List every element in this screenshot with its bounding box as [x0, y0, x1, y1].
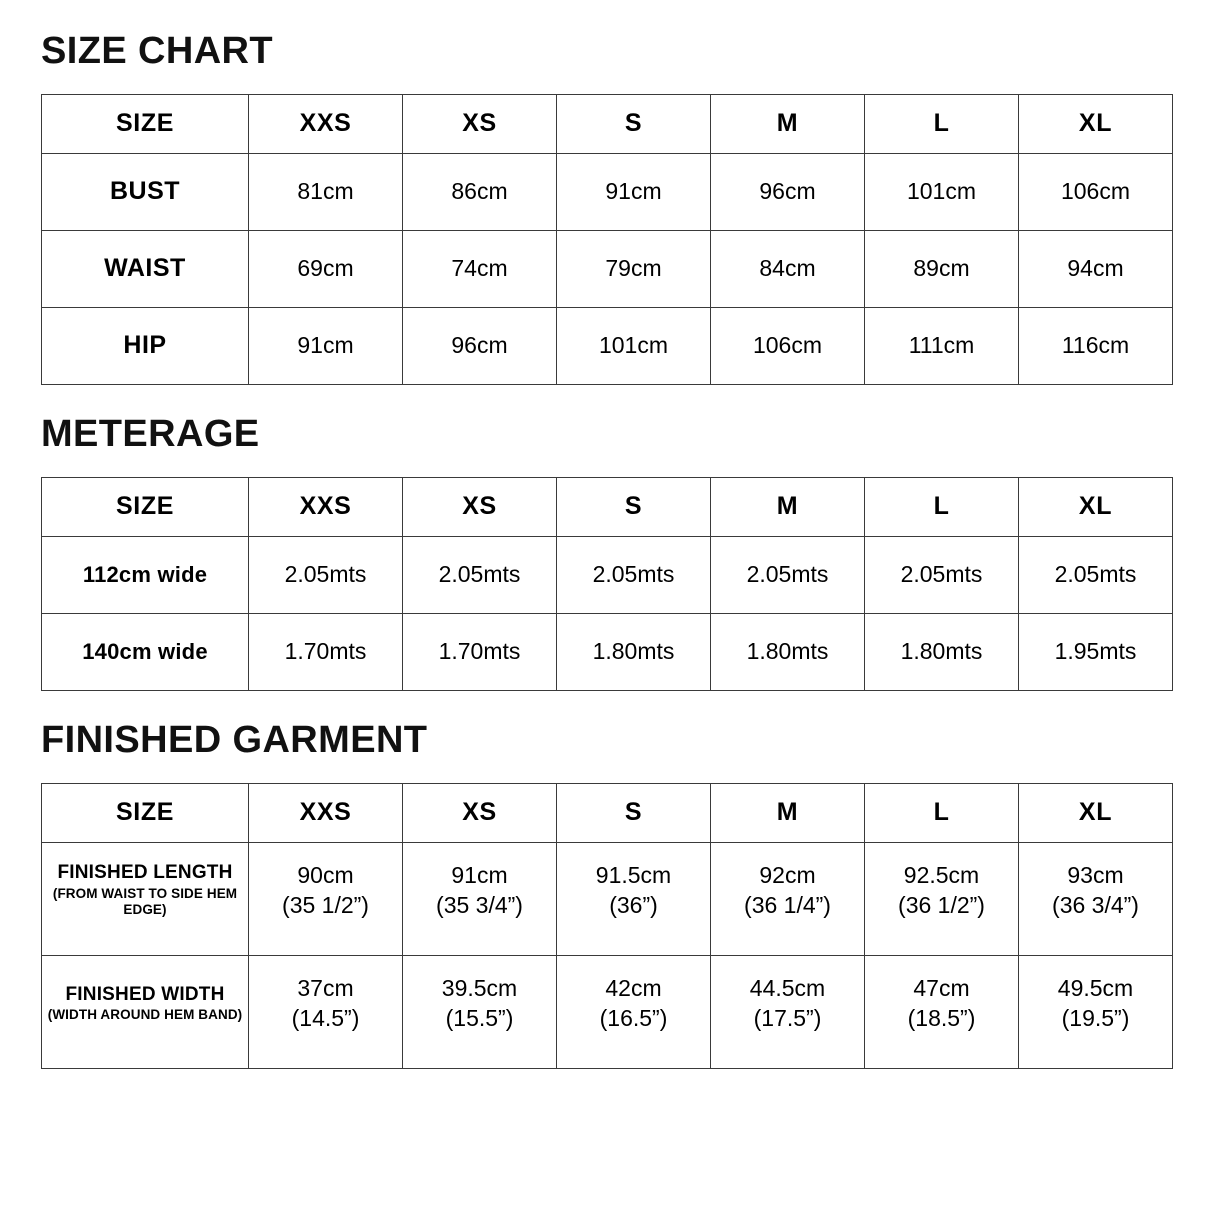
cell-112-xxs: 2.05mts	[249, 536, 403, 613]
value-inches: (36 3/4”)	[1052, 891, 1139, 918]
column-header-l: L	[865, 94, 1019, 153]
value-cm: 49.5cm	[1057, 975, 1134, 1002]
cell-length-s	[557, 842, 711, 955]
row-label-main: FINISHED LENGTH	[57, 862, 233, 884]
row-label-waist: WAIST	[42, 230, 249, 307]
column-header-m: M	[711, 477, 865, 536]
cell-hip-m: 106cm	[711, 307, 865, 384]
cell-140-xl: 1.95mts	[1019, 613, 1173, 690]
value-cm: 39.5cm	[441, 975, 518, 1002]
page-title-meterage: METERAGE	[41, 412, 260, 455]
cell-width-xxs	[249, 955, 403, 1068]
table-row	[42, 307, 1173, 384]
cell-length-xs	[403, 842, 557, 955]
cell-hip-xxs: 91cm	[249, 307, 403, 384]
cell-length-xl	[1019, 842, 1173, 955]
value-inches: (16.5”)	[599, 1004, 668, 1031]
column-header-xl: XL	[1019, 94, 1173, 153]
column-header-xs: XS	[403, 477, 557, 536]
column-header-s: S	[557, 783, 711, 842]
cell-waist-s: 79cm	[557, 230, 711, 307]
column-header-xxs: XXS	[249, 477, 403, 536]
cell-width-l	[865, 955, 1019, 1068]
column-header-size: SIZE	[42, 477, 249, 536]
column-header-s: S	[557, 94, 711, 153]
row-label-112cm-wide: 112cm wide	[42, 536, 249, 613]
cell-hip-s: 101cm	[557, 307, 711, 384]
column-header-xs: XS	[403, 94, 557, 153]
column-header-size: SIZE	[42, 94, 249, 153]
table-row	[42, 613, 1173, 690]
row-label-finished-width	[42, 955, 249, 1068]
value-inches: (35 3/4”)	[436, 891, 523, 918]
row-label-bust: BUST	[42, 153, 249, 230]
table-header-row	[42, 477, 1173, 536]
value-cm: 37cm	[297, 975, 354, 1002]
value-cm: 92.5cm	[903, 862, 980, 889]
cell-length-m	[711, 842, 865, 955]
row-label-main: FINISHED WIDTH	[65, 983, 225, 1005]
cell-bust-l: 101cm	[865, 153, 1019, 230]
column-header-m: M	[711, 783, 865, 842]
cell-length-l	[865, 842, 1019, 955]
column-header-m: M	[711, 94, 865, 153]
value-inches: (36 1/2”)	[898, 891, 985, 918]
size-chart-table	[41, 94, 1173, 385]
column-header-size: SIZE	[42, 783, 249, 842]
cell-hip-xl: 116cm	[1019, 307, 1173, 384]
table-header-row	[42, 783, 1173, 842]
column-header-xxs: XXS	[249, 94, 403, 153]
value-inches: (19.5”)	[1061, 1004, 1130, 1031]
cell-hip-l: 111cm	[865, 307, 1019, 384]
value-cm: 91.5cm	[595, 862, 672, 889]
value-inches: (17.5”)	[753, 1004, 822, 1031]
value-inches: (36 1/4”)	[744, 891, 831, 918]
cell-waist-xl: 94cm	[1019, 230, 1173, 307]
table-header-row	[42, 94, 1173, 153]
column-header-l: L	[865, 783, 1019, 842]
row-label-subtext: (WIDTH AROUND HEM BAND)	[47, 1006, 243, 1022]
value-cm: 90cm	[297, 862, 354, 889]
meterage-table	[41, 477, 1173, 691]
value-inches: (15.5”)	[445, 1004, 514, 1031]
cell-waist-l: 89cm	[865, 230, 1019, 307]
cell-bust-xl: 106cm	[1019, 153, 1173, 230]
value-cm: 92cm	[759, 862, 816, 889]
cell-bust-xxs: 81cm	[249, 153, 403, 230]
table-row	[42, 230, 1173, 307]
table-row	[42, 955, 1173, 1068]
page-title-size-chart: SIZE CHART	[41, 30, 273, 72]
cell-140-xxs: 1.70mts	[249, 613, 403, 690]
cell-width-xs	[403, 955, 557, 1068]
column-header-xl: XL	[1019, 783, 1173, 842]
table-row	[42, 536, 1173, 613]
cell-bust-s: 91cm	[557, 153, 711, 230]
cell-140-l: 1.80mts	[865, 613, 1019, 690]
value-cm: 47cm	[913, 975, 970, 1002]
value-inches: (36”)	[609, 891, 658, 918]
column-header-l: L	[865, 477, 1019, 536]
cell-waist-xs: 74cm	[403, 230, 557, 307]
finished-garment-table	[41, 783, 1173, 1069]
row-label-subtext: (FROM WAIST TO SIDE HEM EDGE)	[52, 885, 238, 918]
value-cm: 91cm	[451, 862, 508, 889]
cell-140-xs: 1.70mts	[403, 613, 557, 690]
cell-width-s	[557, 955, 711, 1068]
column-header-xs: XS	[403, 783, 557, 842]
row-label-finished-length	[42, 842, 249, 955]
cell-waist-xxs: 69cm	[249, 230, 403, 307]
value-cm: 93cm	[1067, 862, 1124, 889]
cell-length-xxs	[249, 842, 403, 955]
row-label-140cm-wide: 140cm wide	[42, 613, 249, 690]
value-cm: 42cm	[605, 975, 662, 1002]
cell-112-xl: 2.05mts	[1019, 536, 1173, 613]
row-label-hip: HIP	[42, 307, 249, 384]
value-inches: (18.5”)	[907, 1004, 976, 1031]
cell-112-s: 2.05mts	[557, 536, 711, 613]
cell-width-m	[711, 955, 865, 1068]
value-inches: (14.5”)	[291, 1004, 360, 1031]
column-header-xxs: XXS	[249, 783, 403, 842]
cell-bust-m: 96cm	[711, 153, 865, 230]
cell-112-m: 2.05mts	[711, 536, 865, 613]
column-header-xl: XL	[1019, 477, 1173, 536]
cell-112-l: 2.05mts	[865, 536, 1019, 613]
table-row	[42, 842, 1173, 955]
table-row	[42, 153, 1173, 230]
cell-bust-xs: 86cm	[403, 153, 557, 230]
cell-width-xl	[1019, 955, 1173, 1068]
cell-140-m: 1.80mts	[711, 613, 865, 690]
cell-waist-m: 84cm	[711, 230, 865, 307]
cell-112-xs: 2.05mts	[403, 536, 557, 613]
cell-hip-xs: 96cm	[403, 307, 557, 384]
value-cm: 44.5cm	[749, 975, 826, 1002]
page-title-finished-garment: FINISHED GARMENT	[41, 718, 428, 761]
cell-140-s: 1.80mts	[557, 613, 711, 690]
column-header-s: S	[557, 477, 711, 536]
value-inches: (35 1/2”)	[282, 891, 369, 918]
